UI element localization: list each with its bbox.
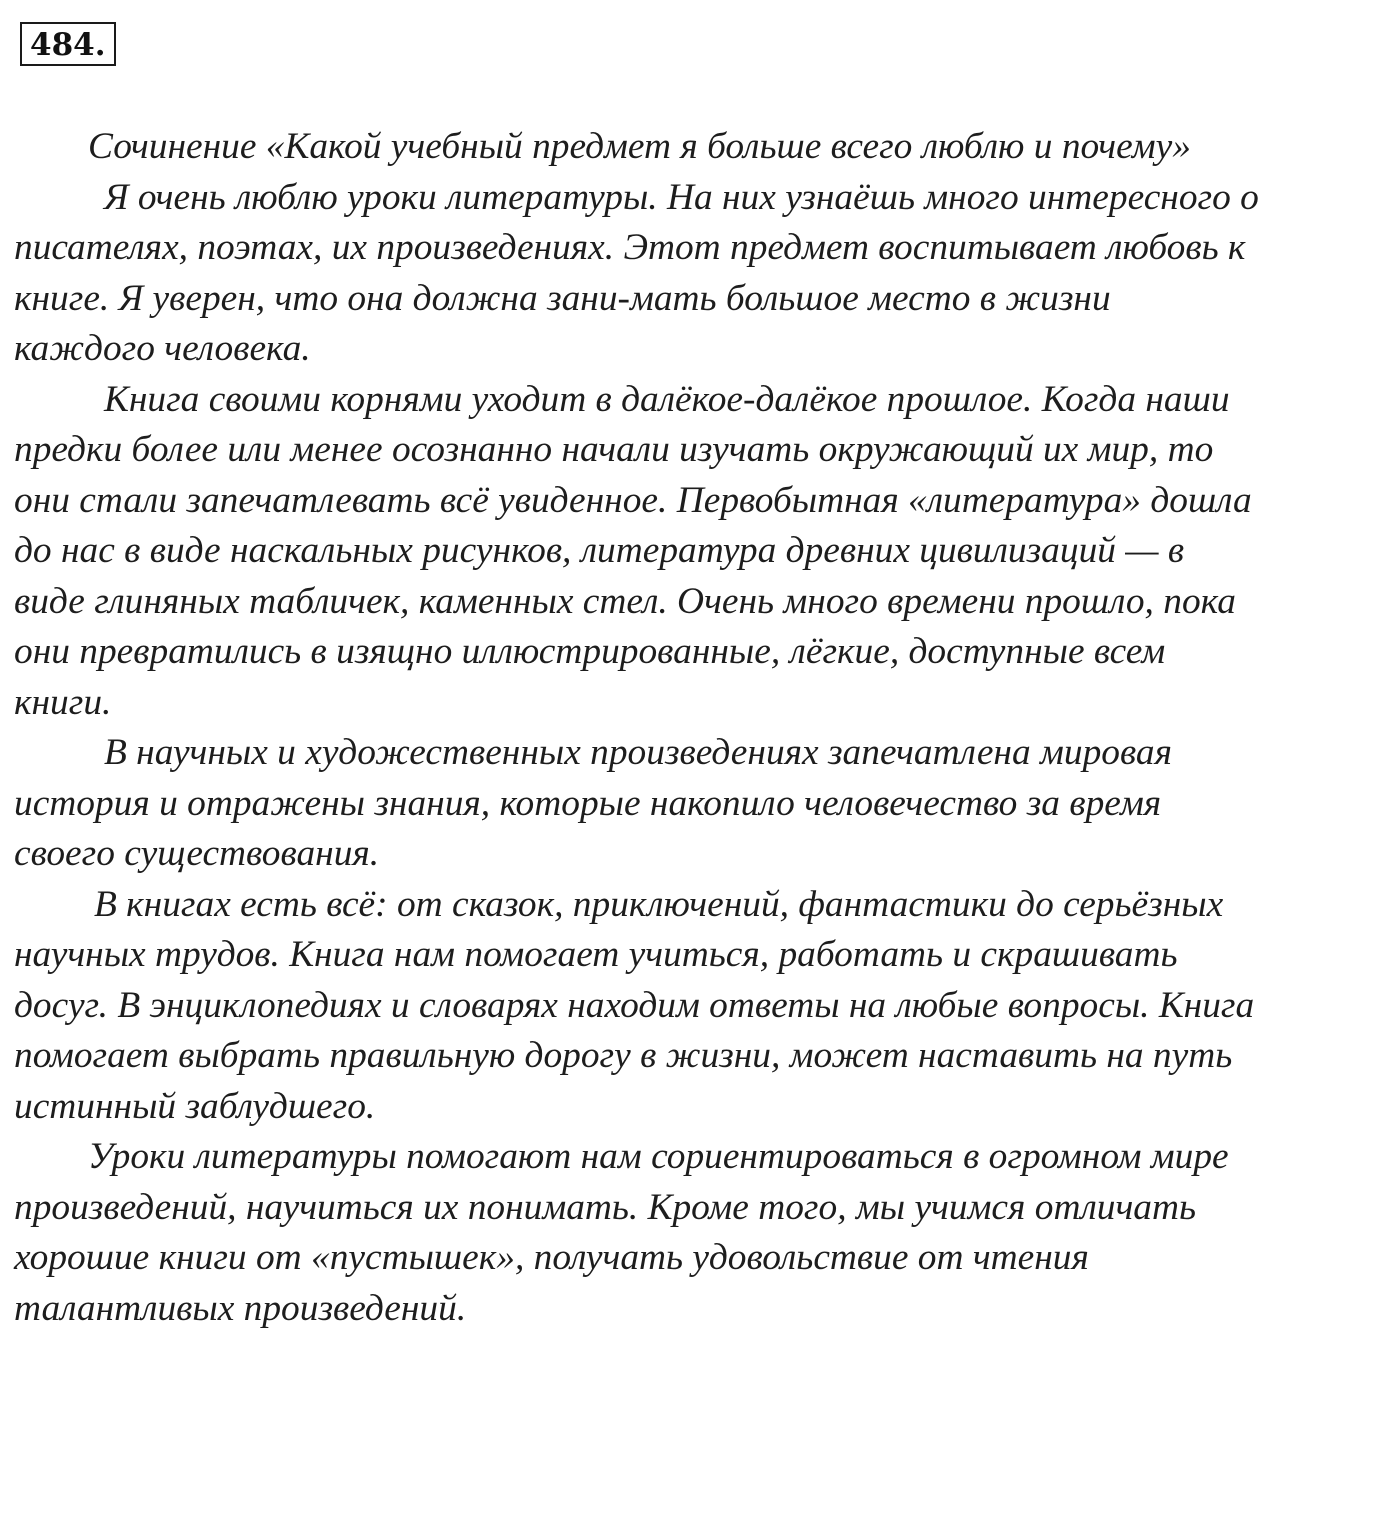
paragraph-line: талантливых произведений. (14, 1287, 467, 1329)
paragraph-line: они превратились в изящно иллюстрированные, лёгкие, доступные всем (14, 631, 1166, 672)
paragraph-line: хорошие книги от «пустышек», получать удовольствие от чтения (14, 1237, 1089, 1278)
essay-title: Сочинение «Какой учебный предмет я больше всего люблю и почему» (88, 126, 1191, 167)
paragraph-line: истинный заблудшего. (14, 1085, 376, 1127)
paragraph-line: они стали запечатлевать всё увиденное. Первобытная «литература» дошла (14, 479, 1252, 521)
essay-paragraph-3 (14, 728, 1384, 880)
paragraph-line: своего существования. (14, 833, 380, 874)
exercise-number: 484. (20, 22, 116, 66)
paragraph-line: досуг. В энциклопедиях и словарях находим ответы на любые вопросы. Книга (14, 984, 1255, 1026)
paragraph-line: В книгах есть всё: от сказок, приключений, фантастики до серьёзных (94, 883, 1224, 925)
paragraph-line: до нас в виде наскальных рисунков, литература древних цивилизаций — в (14, 530, 1185, 571)
paragraph-line: помогает выбрать правильную дорогу в жизни, может наставить на путь (14, 1035, 1233, 1076)
paragraph-line: научных трудов. Книга нам помогает учиться, работать и скрашивать (14, 934, 1178, 975)
paragraph-line: Я очень люблю уроки литературы. На них узнаёшь много интересного о (104, 176, 1259, 218)
essay-paragraph-2 (14, 375, 1384, 729)
paragraph-line: В научных и художественных произведениях запечатлена мировая (104, 732, 1173, 773)
essay-text (14, 122, 1384, 1334)
paragraph-line: виде глиняных табличек, каменных стел. Очень много времени прошло, пока (14, 580, 1236, 622)
paragraph-line: книге. Я уверен, что она должна зани-мать большое место в жизни (14, 277, 1111, 319)
paragraph-line: Книга своими корнями уходит в далёкое-далёкое прошлое. Когда наши (104, 378, 1230, 420)
paragraph-line: книги. (14, 681, 112, 723)
paragraph-line: писателях, поэтах, их произведениях. Этот предмет воспитывает любовь к (14, 227, 1246, 268)
paragraph-line: предки более или менее осознанно начали изучать окружающий их мир, то (14, 429, 1214, 470)
paragraph-line: Уроки литературы помогают нам сориентироваться в огромном мире (88, 1136, 1229, 1177)
essay-paragraph-4 (14, 880, 1384, 1133)
essay-paragraph-1 (14, 173, 1384, 375)
paragraph-line: произведений, научиться их понимать. Кроме того, мы учимся отличать (14, 1186, 1197, 1228)
paragraph-line: каждого человека. (14, 328, 311, 369)
essay-paragraph-5 (14, 1132, 1384, 1334)
paragraph-line: история и отражены знания, которые накопило человечество за время (14, 782, 1162, 824)
